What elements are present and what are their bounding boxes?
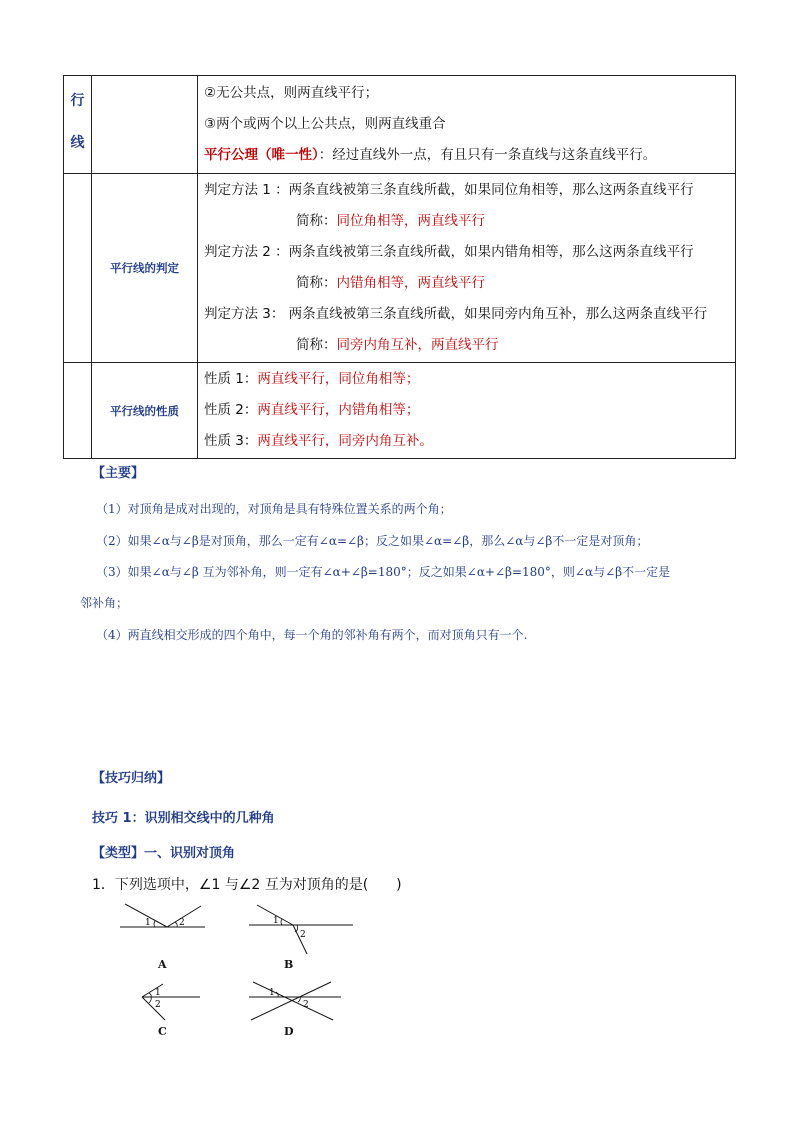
row-category-cell xyxy=(64,76,92,174)
note-line: 邻补角； xyxy=(80,596,129,610)
property-text: 两直线平行，同位角相等； xyxy=(257,371,420,387)
row-label-cell xyxy=(92,76,198,174)
figure-d-label: D xyxy=(284,1025,294,1038)
type-title: 【类型】一、识别对顶角 xyxy=(92,846,236,861)
content-line xyxy=(198,268,735,299)
content-line xyxy=(198,206,735,237)
property-text: 两直线平行，内错角相等； xyxy=(257,402,420,418)
table-row xyxy=(64,363,736,459)
figure-c-diagram[interactable] xyxy=(135,982,205,1022)
content-line xyxy=(198,364,735,395)
angle-label: 1 xyxy=(273,916,279,926)
parallel-axiom-term: 平行公理（唯一性） xyxy=(204,147,319,163)
note-line: （4）两直线相交形成的四个角中，每一个角的邻补角有两个，而对顶角只有一个. xyxy=(96,628,528,642)
angle-label: 1 xyxy=(145,918,151,928)
content-line xyxy=(198,395,735,426)
row-content-cell xyxy=(198,363,736,459)
row-label-cell: 平行线的性质 xyxy=(92,363,198,459)
content-line: ③两个或两个以上公共点，则两直线重合 xyxy=(204,116,446,132)
content-line xyxy=(198,426,735,457)
content-line: 判定方法 3： 两条直线被第三条直线所截，如果同旁内角互补，那么这两条直线平行 xyxy=(204,306,708,322)
note-line: （2）如果∠α与∠β是对顶角，那么一定有∠α=∠β；反之如果∠α=∠β，那么∠α与∠β不一定是对顶角； xyxy=(96,534,649,548)
content-line: 判定方法 2 ：两条直线被第三条直线所截，如果内错角相等，那么这两条直线平行 xyxy=(204,244,694,260)
property-prefix: 性质 1： xyxy=(204,371,258,387)
angle-label: 1 xyxy=(155,988,161,998)
figure-a-label: A xyxy=(158,958,167,971)
figure-d-diagram[interactable] xyxy=(245,980,345,1022)
content-line xyxy=(198,140,735,171)
skill1-title: 技巧 1：识别相交线中的几种角 xyxy=(92,811,275,826)
angle-label: 1 xyxy=(269,988,275,998)
figure-b-label: B xyxy=(284,958,294,971)
row-content-cell xyxy=(198,76,736,174)
figure-a-diagram[interactable] xyxy=(115,898,210,940)
figure-c-label: C xyxy=(158,1025,167,1038)
question-text: 1．下列选项中，∠1 与∠2 互为对顶角的是( ) xyxy=(92,877,402,893)
row-label-cell: 平行线的判定 xyxy=(92,174,198,363)
figure-b-diagram[interactable] xyxy=(245,900,360,958)
abbr-prefix: 简称： xyxy=(296,213,337,229)
angle-label: 2 xyxy=(303,1000,309,1010)
knowledge-table xyxy=(63,75,736,459)
content-line: 判定方法 1 ：两条直线被第三条直线所截，如果同位角相等，那么这两条直线平行 xyxy=(204,182,694,198)
angle-label: 2 xyxy=(179,918,185,928)
angle-label: 2 xyxy=(300,930,306,940)
category-char: 线 xyxy=(70,135,85,151)
skills-title: 【技巧归纳】 xyxy=(92,771,171,786)
row-content-cell xyxy=(198,174,736,363)
row-category-cell xyxy=(64,363,92,459)
angle-label: 2 xyxy=(155,1000,161,1010)
table-row xyxy=(64,76,736,174)
abbr-text: 同位角相等，两直线平行 xyxy=(336,213,485,229)
row-category-cell xyxy=(64,174,92,363)
note-line: （1）对顶角是成对出现的，对顶角是具有特殊位置关系的两个角； xyxy=(96,502,452,516)
content-line: ②无公共点，则两直线平行； xyxy=(204,85,379,101)
note-line: （3）如果∠α与∠β 互为邻补角，则一定有∠α+∠β=180°；反之如果∠α+∠β=180°，则∠α与∠β不一定是 xyxy=(96,565,671,579)
property-prefix: 性质 2： xyxy=(204,402,258,418)
category-char: 行 xyxy=(70,93,85,109)
abbr-text: 内错角相等，两直线平行 xyxy=(336,275,485,291)
main-title: 【主要】 xyxy=(92,466,145,481)
abbr-text: 同旁内角互补，两直线平行 xyxy=(336,337,499,353)
table-row xyxy=(64,174,736,363)
property-prefix: 性质 3： xyxy=(204,433,258,449)
content-line xyxy=(198,330,735,361)
abbr-prefix: 简称： xyxy=(296,275,337,291)
abbr-prefix: 简称： xyxy=(296,337,337,353)
property-text: 两直线平行，同旁内角互补。 xyxy=(257,433,433,449)
parallel-axiom-text: ：经过直线外一点，有且只有一条直线与这条直线平行。 xyxy=(318,147,657,163)
